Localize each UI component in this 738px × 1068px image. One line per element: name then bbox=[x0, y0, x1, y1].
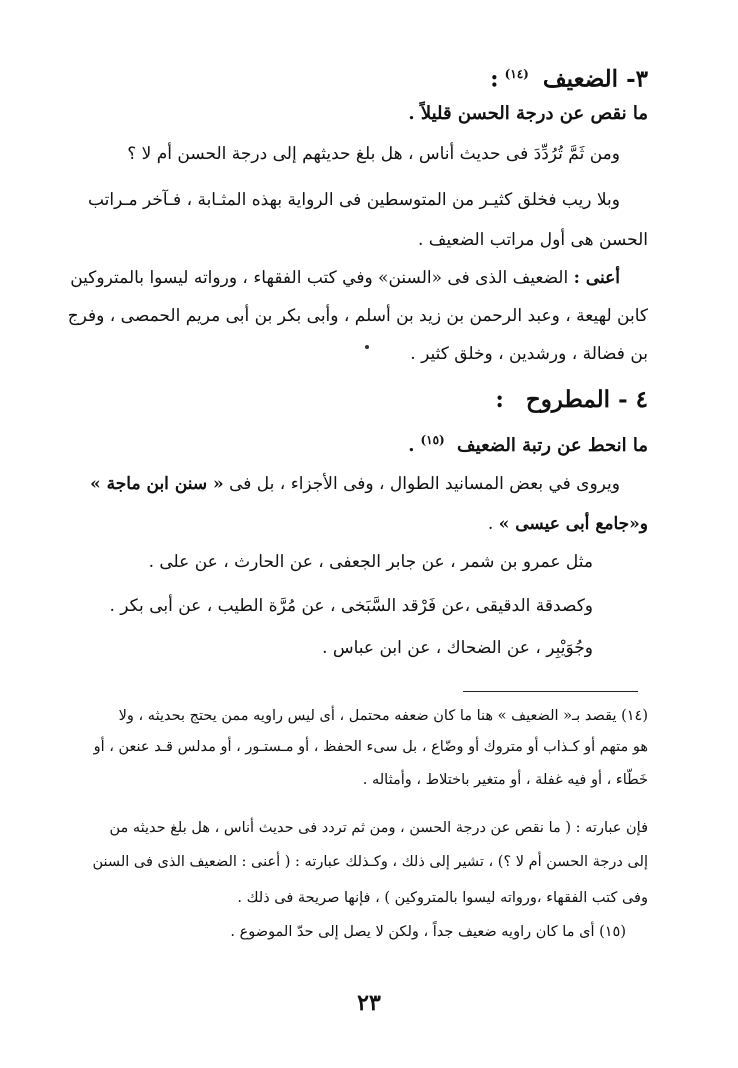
footnote-14-line4: فإن عبارته : ( ما نقص عن درجة الحسن ، ومن ثم تردد فى حديث أناس ، هل بلغ حديثه من bbox=[109, 820, 648, 836]
section4-example-3: وجُوَيْبِر ، عن الضحاك ، عن ابن عباس . bbox=[322, 638, 593, 658]
section3-heading bbox=[490, 62, 648, 92]
section3-para3-line1-rest: الضعيف الذى فى «السنن» وفي كتب الفقهاء ، ورواته ليسوا بالمتروكين bbox=[70, 268, 574, 288]
sunan-ibn-majah: « سنن ابن ماجة » bbox=[90, 474, 224, 494]
section4-definition bbox=[408, 428, 648, 458]
section3-number: ٣- bbox=[626, 65, 648, 93]
stray-ink-mark bbox=[365, 345, 369, 349]
section3-para1-line1: ومن ثَمَّ تُرُدِّدَ فى حديث أناس ، هل بلغ حديثهم إلى درجة الحسن أم لا ؟ bbox=[127, 144, 620, 164]
section4-colon: : bbox=[495, 386, 504, 413]
section3-para3-lead: أعنى : bbox=[573, 268, 620, 288]
section4-example-2: وكصدقة الدقيقى ،عن فَرْقد السَّبَخى ، عن مُرَّة الطيب ، عن أبى بكر . bbox=[109, 596, 593, 616]
footnote-15-line1: (١٥) أى ما كان راويه ضعيف جداً ، ولكن لا يصل إلى حدّ الموضوع . bbox=[230, 924, 626, 940]
footnote-14-line1: (١٤) يقصد بـ« الضعيف » هنا ما كان ضعفه محتمل ، أى ليس راويه ممن يحتج بحديثه ، ولا bbox=[118, 708, 648, 724]
section4-definition-end: . bbox=[408, 435, 415, 456]
section4-para1-line2 bbox=[488, 512, 648, 536]
footnote-separator bbox=[463, 691, 638, 692]
footnote-14-line5: إلى درجة الحسن أم لا ؟) ، تشير إلى ذلك ، وكـذلك عبارته : ( أعنى : الضعيف الذى فى السنن bbox=[92, 854, 648, 870]
section4-definition-text: ما انحط عن رتبة الضعيف bbox=[457, 435, 648, 456]
footnote-14-line6: وفى كتب الفقهاء ،ورواته ليسوا بالمتروكين ) ، فإنها صريحة فى ذلك . bbox=[237, 890, 648, 906]
footnote-ref-14[interactable]: (١٤) bbox=[504, 67, 529, 81]
section4-title: المطروح bbox=[525, 386, 611, 413]
section3-para2-line2: الحسن هى أول مراتب الضعيف . bbox=[417, 230, 648, 250]
section4-number: ٤ - bbox=[618, 386, 648, 413]
section3-para2-line1: وبلا ريب فخلق كثيـر من المتوسطين فى الرواية بهذه المثـابة ، فـآخر مـراتب bbox=[87, 190, 620, 210]
section3-colon: : bbox=[490, 65, 499, 93]
section4-para1-line1-a: ويروى في بعض المسانيد الطوال ، وفى الأجزاء ، بل فى bbox=[229, 474, 620, 494]
section3-title: الضعيف bbox=[542, 65, 619, 93]
section3-para3-line2: كابن لهيعة ، وعبد الرحمن بن زيد بن أسلم ، وأبى بكر بن أبى مريم الحمصى ، وفرج bbox=[67, 306, 648, 326]
jami-abi-isa: و«جامع أبى عيسى » bbox=[498, 514, 648, 534]
footnote-ref-15[interactable]: (١٥) bbox=[420, 433, 445, 447]
footnote-14-line3: خَطّاء ، أو فيه غفلة ، أو متغير باختلاط ، وأمثاله . bbox=[362, 772, 648, 788]
page-number: ٢٣ bbox=[357, 990, 381, 1016]
section4-heading bbox=[495, 388, 648, 412]
section3-definition: ما نقص عن درجة الحسن قليلاً . bbox=[408, 103, 648, 124]
footnote-14-line2: هو متهم أو كـذاب أو متروك أو وضّاع ، بل سىء الحفظ ، أو مـستـور ، أو مدلس قـد عنعن ، أو bbox=[93, 739, 648, 755]
section4-para1-line2-end: . bbox=[487, 514, 499, 534]
section3-para3-line3: بن فضالة ، ورشدين ، وخلق كثير . bbox=[410, 344, 648, 364]
section4-example-1: مثل عمرو بن شمر ، عن جابر الجعفى ، عن الحارث ، عن على . bbox=[148, 552, 593, 572]
section4-para1-line1 bbox=[90, 472, 620, 496]
section3-para3-line1 bbox=[70, 266, 620, 290]
